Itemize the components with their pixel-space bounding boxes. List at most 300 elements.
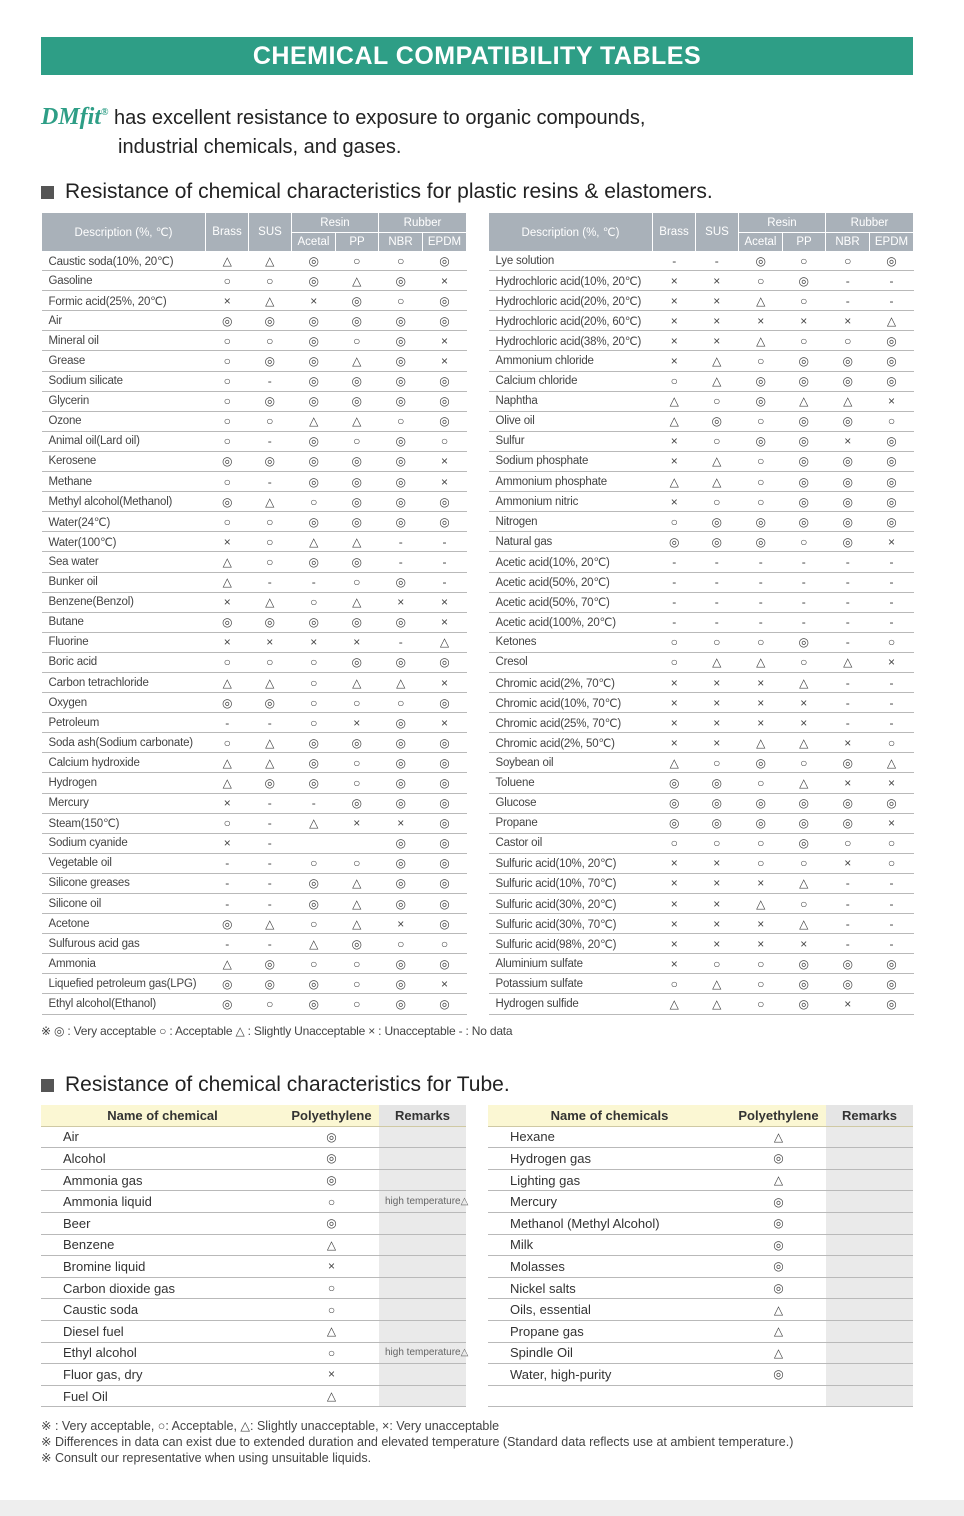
- rating-cell: ◎: [379, 974, 423, 994]
- rating-cell: ◎: [653, 813, 696, 833]
- table-row: [489, 793, 914, 813]
- polyethylene-rating: ◎: [284, 1126, 379, 1148]
- table-row: [488, 1385, 913, 1407]
- remarks-cell: [826, 1277, 913, 1299]
- remarks-cell: [379, 1320, 466, 1342]
- chemical-description: Chromic acid(25%, 70℃): [489, 713, 653, 733]
- rating-cell: -: [826, 271, 870, 291]
- rating-cell: ◎: [249, 974, 292, 994]
- rating-cell: -: [206, 873, 249, 893]
- rating-cell: ○: [423, 934, 467, 954]
- table-row: [42, 672, 467, 692]
- resin-table-right: [488, 212, 914, 1015]
- rating-cell: △: [336, 672, 379, 692]
- table-row: [489, 431, 914, 451]
- rating-cell: -: [826, 291, 870, 311]
- resin-table-left: [41, 212, 467, 1015]
- rating-cell: ×: [653, 713, 696, 733]
- rating-cell: △: [249, 914, 292, 934]
- table-row: [42, 552, 467, 572]
- chemical-description: Chromic acid(2%, 50℃): [489, 733, 653, 753]
- rating-cell: -: [870, 873, 914, 893]
- rating-cell: -: [249, 853, 292, 873]
- rating-cell: ◎: [292, 391, 336, 411]
- table-row: [41, 1148, 466, 1170]
- rating-cell: -: [870, 934, 914, 954]
- table-row: [41, 1342, 466, 1364]
- rating-cell: ○: [249, 271, 292, 291]
- rating-cell: ◎: [423, 291, 467, 311]
- chemical-description: Acetic acid(10%, 20℃): [489, 552, 653, 572]
- polyethylene-rating: ×: [284, 1256, 379, 1278]
- remarks-cell: [826, 1364, 913, 1386]
- polyethylene-rating: ○: [284, 1299, 379, 1321]
- rating-cell: -: [826, 612, 870, 632]
- rating-cell: -: [826, 713, 870, 733]
- chemical-description: Sodium silicate: [42, 371, 206, 391]
- rating-cell: -: [423, 552, 467, 572]
- chemical-description: Gasoline: [42, 271, 206, 291]
- rating-cell: ×: [336, 632, 379, 652]
- rating-cell: -: [696, 572, 739, 592]
- rating-cell: -: [249, 713, 292, 733]
- rating-cell: ◎: [870, 994, 914, 1014]
- table-row: [489, 753, 914, 773]
- rating-cell: ×: [653, 914, 696, 934]
- rating-cell: ○: [336, 853, 379, 873]
- rating-cell: ○: [739, 472, 783, 492]
- table-row: [42, 934, 467, 954]
- table-row: [42, 391, 467, 411]
- rating-cell: ○: [653, 652, 696, 672]
- remarks-cell: [826, 1256, 913, 1278]
- table-row: [489, 873, 914, 893]
- rating-cell: -: [206, 853, 249, 873]
- footnote: ※ : Very acceptable, ○: Acceptable, △: Slightly unacceptable, ×: Very unacceptable: [41, 1419, 500, 1433]
- table-row: [488, 1256, 913, 1278]
- table-row: [488, 1212, 913, 1234]
- square-bullet-icon: [41, 186, 54, 199]
- rating-cell: ○: [739, 451, 783, 471]
- rating-cell: ◎: [336, 291, 379, 311]
- table-row: [42, 331, 467, 351]
- table-row: [489, 773, 914, 793]
- rating-cell: ×: [696, 291, 739, 311]
- table-row: [41, 1256, 466, 1278]
- page-bottom-band: [0, 1500, 964, 1516]
- chemical-name: Carbon dioxide gas: [41, 1277, 284, 1299]
- rating-cell: -: [379, 552, 423, 572]
- rating-cell: ◎: [379, 271, 423, 291]
- polyethylene-rating: △: [284, 1234, 379, 1256]
- header-sus: SUS: [249, 213, 292, 252]
- rating-cell: ◎: [292, 773, 336, 793]
- rating-cell: △: [696, 451, 739, 471]
- rating-cell: △: [870, 753, 914, 773]
- rating-cell: ○: [249, 331, 292, 351]
- rating-cell: ○: [292, 914, 336, 934]
- rating-cell: ◎: [423, 833, 467, 853]
- chemical-name: Diesel fuel: [41, 1320, 284, 1342]
- rating-cell: -: [696, 592, 739, 612]
- rating-cell: ◎: [379, 431, 423, 451]
- header-resin: Resin: [739, 213, 826, 233]
- tube-table-right: [488, 1105, 913, 1407]
- chemical-description: Methane: [42, 472, 206, 492]
- rating-cell: ◎: [423, 853, 467, 873]
- polyethylene-rating: ◎: [284, 1212, 379, 1234]
- table-row: [489, 411, 914, 431]
- rating-cell: -: [826, 672, 870, 692]
- polyethylene-rating: △: [731, 1169, 826, 1191]
- rating-cell: -: [783, 612, 826, 632]
- table-row: [42, 592, 467, 612]
- rating-cell: ◎: [336, 371, 379, 391]
- chemical-description: Benzene(Benzol): [42, 592, 206, 612]
- rating-cell: △: [783, 914, 826, 934]
- rating-cell: ○: [206, 733, 249, 753]
- rating-cell: ◎: [739, 371, 783, 391]
- header-rubber: Rubber: [379, 213, 467, 233]
- polyethylene-rating: △: [731, 1342, 826, 1364]
- rating-cell: ○: [783, 894, 826, 914]
- chemical-description: Lye solution: [489, 251, 653, 271]
- rating-cell: △: [653, 994, 696, 1014]
- table-row: [42, 713, 467, 733]
- table-row: [489, 391, 914, 411]
- rating-cell: -: [826, 934, 870, 954]
- chemical-description: Calcium chloride: [489, 371, 653, 391]
- table-row: [488, 1320, 913, 1342]
- rating-cell: -: [292, 572, 336, 592]
- remarks-cell: [379, 1169, 466, 1191]
- rating-cell: ○: [336, 974, 379, 994]
- rating-cell: ◎: [336, 472, 379, 492]
- rating-cell: ◎: [423, 512, 467, 532]
- header-description: Description (%, ℃): [489, 213, 653, 252]
- chemical-description: Potassium sulfate: [489, 974, 653, 994]
- rating-cell: ○: [292, 492, 336, 512]
- rating-cell: -: [870, 713, 914, 733]
- header-epdm: EPDM: [870, 233, 914, 252]
- rating-cell: ○: [292, 713, 336, 733]
- rating-cell: ◎: [423, 492, 467, 512]
- chemical-description: Bunker oil: [42, 572, 206, 592]
- rating-cell: -: [783, 572, 826, 592]
- rating-cell: ○: [739, 411, 783, 431]
- polyethylene-rating: △: [284, 1385, 379, 1407]
- rating-cell: ◎: [783, 411, 826, 431]
- rating-cell: ×: [206, 532, 249, 552]
- rating-cell: ◎: [336, 612, 379, 632]
- rating-cell: ◎: [292, 753, 336, 773]
- remarks-cell: [379, 1277, 466, 1299]
- rating-cell: ◎: [292, 472, 336, 492]
- rating-cell: ◎: [206, 974, 249, 994]
- rating-cell: ○: [206, 351, 249, 371]
- remarks-cell: high temperature△: [379, 1191, 466, 1213]
- rating-cell: -: [653, 251, 696, 271]
- rating-cell: -: [826, 693, 870, 713]
- rating-cell: ◎: [379, 331, 423, 351]
- rating-cell: ×: [696, 853, 739, 873]
- rating-cell: △: [739, 331, 783, 351]
- rating-cell: ×: [739, 311, 783, 331]
- rating-cell: -: [249, 813, 292, 833]
- header-brass: Brass: [653, 213, 696, 252]
- table-row: [42, 954, 467, 974]
- rating-cell: ○: [739, 954, 783, 974]
- chemical-description: Liquefied petroleum gas(LPG): [42, 974, 206, 994]
- rating-cell: -: [870, 552, 914, 572]
- rating-cell: ◎: [379, 773, 423, 793]
- rating-cell: ◎: [292, 331, 336, 351]
- rating-cell: ○: [783, 652, 826, 672]
- table-row: [489, 572, 914, 592]
- rating-cell: ◎: [826, 974, 870, 994]
- table-row: [489, 331, 914, 351]
- rating-cell: ×: [653, 331, 696, 351]
- rating-cell: ×: [653, 693, 696, 713]
- chemical-description: Calcium hydroxide: [42, 753, 206, 773]
- rating-cell: ○: [653, 512, 696, 532]
- remarks-cell: [826, 1169, 913, 1191]
- rating-cell: △: [379, 672, 423, 692]
- rating-cell: ○: [379, 411, 423, 431]
- chemical-description: Oxygen: [42, 693, 206, 713]
- rating-cell: ◎: [826, 954, 870, 974]
- rating-cell: ○: [826, 251, 870, 271]
- rating-cell: ◎: [379, 572, 423, 592]
- rating-cell: ◎: [292, 974, 336, 994]
- table-row: [489, 472, 914, 492]
- rating-cell: ◎: [292, 994, 336, 1014]
- rating-cell: -: [249, 431, 292, 451]
- rating-cell: -: [870, 612, 914, 632]
- chemical-description: Boric acid: [42, 652, 206, 672]
- rating-cell: ×: [653, 311, 696, 331]
- rating-cell: -: [826, 914, 870, 934]
- rating-cell: ◎: [336, 512, 379, 532]
- rating-cell: -: [379, 632, 423, 652]
- rating-cell: ◎: [379, 994, 423, 1014]
- rating-cell: ◎: [249, 693, 292, 713]
- remarks-cell: [379, 1256, 466, 1278]
- table-row: [489, 994, 914, 1014]
- rating-cell: ◎: [249, 612, 292, 632]
- rating-cell: △: [739, 652, 783, 672]
- polyethylene-rating: △: [731, 1299, 826, 1321]
- rating-cell: ◎: [379, 753, 423, 773]
- rating-cell: ×: [739, 873, 783, 893]
- chemical-description: Silicone oil: [42, 894, 206, 914]
- rating-cell: ×: [739, 914, 783, 934]
- rating-cell: ◎: [292, 451, 336, 471]
- rating-cell: ○: [696, 431, 739, 451]
- table-row: [42, 753, 467, 773]
- table-row: [42, 431, 467, 451]
- rating-cell: ◎: [826, 512, 870, 532]
- rating-cell: ○: [206, 271, 249, 291]
- rating-cell: △: [696, 974, 739, 994]
- rating-cell: ◎: [379, 451, 423, 471]
- rating-cell: -: [696, 612, 739, 632]
- rating-cell: ×: [423, 271, 467, 291]
- rating-cell: ◎: [696, 773, 739, 793]
- rating-cell: △: [696, 652, 739, 672]
- rating-cell: ◎: [292, 512, 336, 532]
- rating-cell: ×: [292, 291, 336, 311]
- rating-cell: ◎: [783, 974, 826, 994]
- rating-cell: ◎: [292, 894, 336, 914]
- rating-cell: ◎: [206, 492, 249, 512]
- rating-cell: -: [870, 693, 914, 713]
- rating-cell: △: [653, 753, 696, 773]
- rating-cell: ○: [696, 492, 739, 512]
- rating-cell: ◎: [696, 813, 739, 833]
- rating-cell: ○: [826, 833, 870, 853]
- rating-cell: -: [249, 934, 292, 954]
- header-epdm: EPDM: [423, 233, 467, 252]
- table-row: [489, 954, 914, 974]
- table-row: [42, 411, 467, 431]
- rating-cell: -: [653, 612, 696, 632]
- polyethylene-rating: ◎: [731, 1234, 826, 1256]
- rating-cell: -: [653, 552, 696, 572]
- rating-cell: ×: [653, 431, 696, 451]
- table-row: [489, 813, 914, 833]
- chemical-description: Ozone: [42, 411, 206, 431]
- table-row: [42, 291, 467, 311]
- rating-cell: ×: [206, 632, 249, 652]
- table-row: [42, 311, 467, 331]
- remarks-cell: [379, 1126, 466, 1148]
- rating-cell: △: [336, 271, 379, 291]
- polyethylene-rating: ◎: [731, 1212, 826, 1234]
- rating-cell: ◎: [826, 451, 870, 471]
- rating-cell: ×: [783, 934, 826, 954]
- chemical-description: Toluene: [489, 773, 653, 793]
- chemical-description: Propane: [489, 813, 653, 833]
- rating-cell: ○: [379, 251, 423, 271]
- rating-cell: ◎: [379, 733, 423, 753]
- rating-cell: ○: [292, 853, 336, 873]
- rating-cell: ◎: [379, 351, 423, 371]
- rating-cell: ○: [379, 934, 423, 954]
- chemical-description: Sulfur: [489, 431, 653, 451]
- polyethylene-rating: ◎: [731, 1256, 826, 1278]
- rating-cell: ◎: [379, 833, 423, 853]
- rating-cell: ○: [336, 954, 379, 974]
- rating-cell: ×: [653, 451, 696, 471]
- rating-cell: ◎: [783, 793, 826, 813]
- chemical-name: Water, high-purity: [488, 1364, 731, 1386]
- rating-cell: ◎: [826, 753, 870, 773]
- chemical-description: Ethyl alcohol(Ethanol): [42, 994, 206, 1014]
- header-remarks: Remarks: [826, 1105, 913, 1126]
- intro-text: [41, 98, 645, 162]
- rating-cell: ◎: [826, 793, 870, 813]
- chemical-description: Soybean oil: [489, 753, 653, 773]
- rating-cell: -: [870, 592, 914, 612]
- rating-cell: -: [739, 612, 783, 632]
- rating-cell: ◎: [783, 271, 826, 291]
- rating-cell: △: [739, 894, 783, 914]
- rating-cell: ○: [336, 693, 379, 713]
- table-row: [42, 492, 467, 512]
- header-sus: SUS: [696, 213, 739, 252]
- chemical-description: Sodium cyanide: [42, 833, 206, 853]
- header-polyethylene: Polyethylene: [731, 1105, 826, 1126]
- rating-cell: ◎: [783, 833, 826, 853]
- chemical-description: Sulfurous acid gas: [42, 934, 206, 954]
- polyethylene-rating: ○: [284, 1277, 379, 1299]
- rating-cell: ×: [696, 331, 739, 351]
- rating-cell: ◎: [870, 331, 914, 351]
- polyethylene-rating: ◎: [731, 1191, 826, 1213]
- resin-table-left-body: [42, 251, 467, 1014]
- rating-cell: ◎: [292, 733, 336, 753]
- rating-cell: ○: [739, 351, 783, 371]
- rating-cell: ×: [292, 632, 336, 652]
- rating-cell: ×: [826, 431, 870, 451]
- rating-cell: △: [249, 753, 292, 773]
- table-row: [488, 1234, 913, 1256]
- chemical-description: Sodium phosphate: [489, 451, 653, 471]
- header-nbr: NBR: [826, 233, 870, 252]
- chemical-name: Molasses: [488, 1256, 731, 1278]
- polyethylene-rating: ◎: [284, 1148, 379, 1170]
- table-row: [488, 1191, 913, 1213]
- chemical-description: Water(100℃): [42, 532, 206, 552]
- rating-cell: ◎: [249, 391, 292, 411]
- rating-cell: ◎: [783, 813, 826, 833]
- rating-cell: △: [826, 652, 870, 672]
- rating-cell: ◎: [336, 311, 379, 331]
- chemical-description: Sulfuric acid(98%, 20℃): [489, 934, 653, 954]
- chemical-description: Ammonium nitric: [489, 492, 653, 512]
- chemical-description: Caustic soda(10%, 20℃): [42, 251, 206, 271]
- rating-cell: ×: [870, 813, 914, 833]
- rating-cell: ◎: [292, 311, 336, 331]
- rating-cell: -: [696, 552, 739, 572]
- rating-cell: ○: [870, 411, 914, 431]
- rating-cell: ◎: [696, 411, 739, 431]
- rating-cell: ×: [206, 592, 249, 612]
- rating-cell: ×: [870, 391, 914, 411]
- rating-cell: ○: [739, 632, 783, 652]
- rating-cell: -: [739, 572, 783, 592]
- rating-cell: △: [336, 873, 379, 893]
- table-row: [41, 1212, 466, 1234]
- table-row: [42, 773, 467, 793]
- rating-cell: ○: [653, 632, 696, 652]
- rating-cell: △: [206, 552, 249, 572]
- footnote: ※ Consult our representative when using unsuitable liquids.: [41, 1451, 372, 1465]
- rating-cell: -: [870, 672, 914, 692]
- rating-cell: △: [870, 311, 914, 331]
- table-row: [42, 472, 467, 492]
- chemical-description: Steam(150℃): [42, 813, 206, 833]
- rating-cell: -: [206, 934, 249, 954]
- rating-cell: ○: [249, 512, 292, 532]
- square-bullet-icon: [41, 1079, 54, 1092]
- rating-cell: ○: [206, 431, 249, 451]
- rating-cell: -: [206, 713, 249, 733]
- rating-cell: ◎: [292, 552, 336, 572]
- remarks-cell: high temperature△: [379, 1342, 466, 1364]
- rating-cell: △: [336, 532, 379, 552]
